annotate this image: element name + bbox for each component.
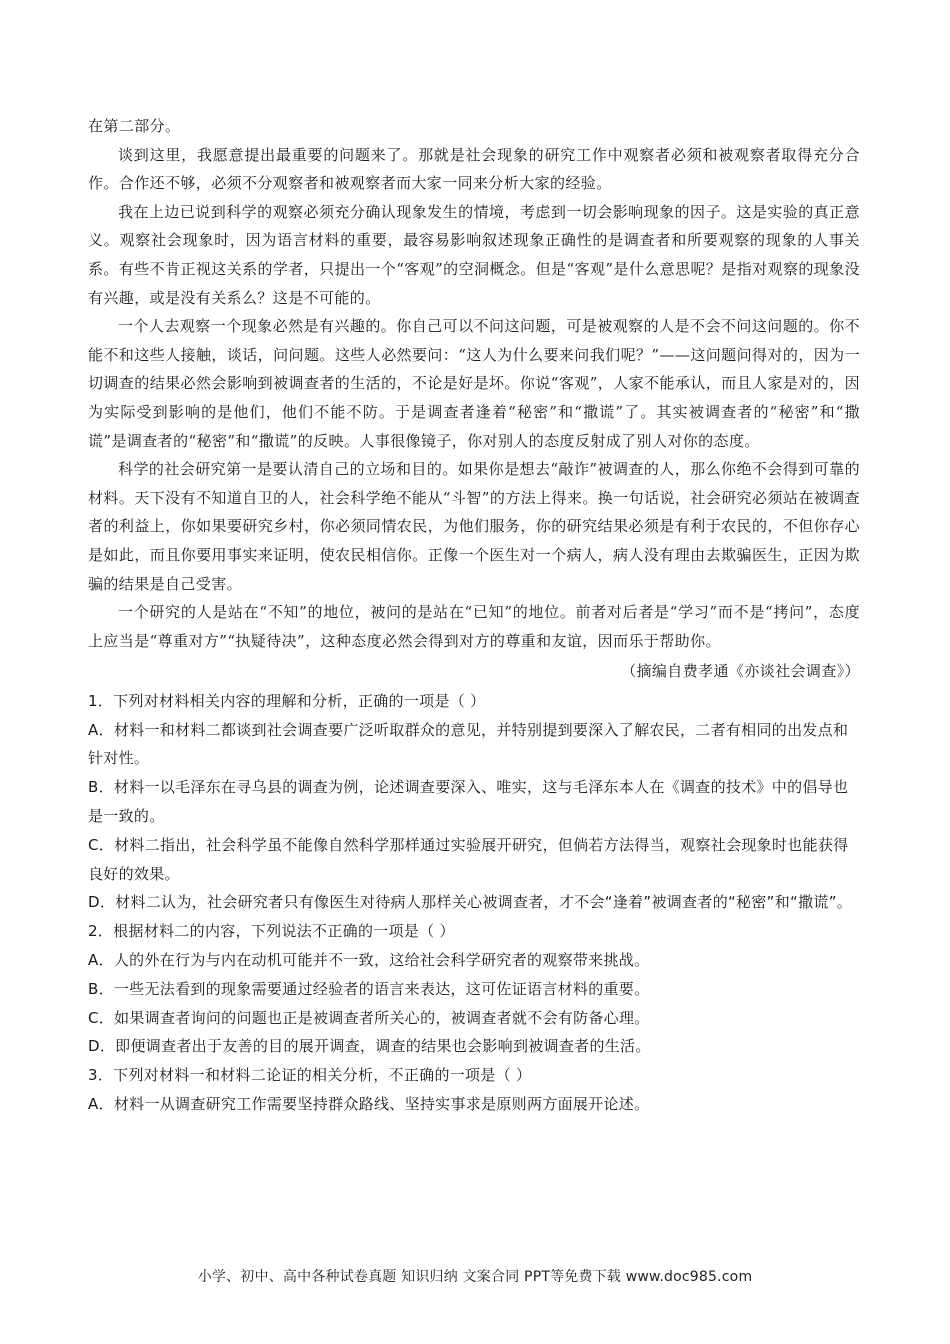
document-page [88, 112, 860, 1119]
question-option: A．人的外在行为与内在动机可能并不一致，这给社会科学研究者的观察带来挑战。 [88, 951, 650, 970]
passage-paragraph: 在第二部分。 [88, 117, 181, 135]
question-option: B．一些无法看到的现象需要通过经验者的语言来表达，这可佐证语言材料的重要。 [88, 979, 650, 998]
question-option: B．材料一以毛泽东在寻乌县的调查为例，论述调查要深入、唯实，这与毛泽东本人在《调查的技术》中的倡导也是一致的。 [88, 778, 849, 826]
question-option: D．材料二认为，社会研究者只有像医生对待病人那样关心被调查者，才不会“逢着”被调查者的“秘密”和“撒谎”。 [88, 893, 853, 912]
page-footer: 小学、初中、高中各种试卷真题 知识归纳 文案合同 PPT等免费下载 www.doc985.com [197, 1269, 753, 1285]
question-block [88, 687, 860, 917]
question-list [88, 687, 860, 1119]
question-stem: 1．下列对材料相关内容的理解和分析，正确的一项是（ ） [88, 691, 486, 710]
passage-paragraph: 一个人去观察一个现象必然是有兴趣的。你自己可以不问这问题，可是被观察的人是不会不问这问题的。你不能不和这些人接触，谈话，问问题。这些人必然要问：“这人为什么要来问我们呢？”——这问题问得对的，因为一切调查的结果必然会影响到被调查者的生活的，不论是好是坏。你说“客观”，人家不能承认，而且人家是对的，因为实际受到影响的是他们，他们不能不防。于是调查者逢着“秘密”和“撒谎”了。其实被调查者的“秘密”和“撒谎”是调查者的“秘密”和“撒谎”的反映。人事很像镜子，你对别人的态度反射成了别人对你的态度。 [88, 317, 860, 450]
passage-paragraph: 谈到这里，我愿意提出最重要的问题来了。那就是社会现象的研究工作中观察者必须和被观察者取得充分合作。合作还不够，必须不分观察者和被观察者而大家一同来分析大家的经验。 [88, 145, 860, 193]
question-block [88, 1061, 860, 1119]
passage-paragraph: 一个研究的人是站在“不知”的地位，被问的是站在“已知”的地位。前者对后者是“学习”而不是“拷问”，态度上应当是“尊重对方”“执疑待决”，这种态度必然会得到对方的尊重和友谊，因而乐于帮助你。 [88, 603, 860, 650]
question-block [88, 917, 860, 1061]
question-option: D．即便调查者出于友善的目的展开调查，调查的结果也会影响到被调查者的生活。 [88, 1037, 651, 1056]
question-stem: 3．下列对材料一和材料二论证的相关分析，不正确的一项是（ ） [88, 1066, 532, 1085]
question-stem: 2．根据材料二的内容，下列说法不正确的一项是（ ） [88, 922, 455, 941]
passage-paragraph: 我在上边已说到科学的观察必须充分确认现象发生的情境，考虑到一切会影响现象的因子。这是实验的真正意义。观察社会现象时，因为语言材料的重要，最容易影响叙述现象正确性的是调查者和所要观察的现象的人事关系。有些不肯正视这关系的学者，只提出一个“客观”的空洞概念。但是“客观”是什么意思呢？是指对观察的现象没有兴趣，或是没有关系么？这是不可能的。 [88, 202, 860, 307]
passage-paragraph: 科学的社会研究第一是要认清自己的立场和目的。如果你是想去“敲诈”被调查的人，那么你绝不会得到可靠的材料。天下没有不知道自卫的人，社会科学绝不能从“斗智”的方法上得来。换一句话说，社会研究必须站在被调查者的利益上，你如果要研究乡村，你必须同情农民，为他们服务，你的研究结果必须是有利于农民的，不但你存心是如此，而且你要用事实来证明，使农民相信你。正像一个医生对一个病人，病人没有理由去欺骗医生，正因为欺骗的结果是自己受害。 [88, 460, 860, 593]
reading-passage [88, 112, 860, 655]
question-option: C．如果调查者询问的问题也正是被调查者所关心的，被调查者就不会有防备心理。 [88, 1008, 650, 1027]
passage-source: （摘编自费孝通《亦谈社会调查》） [621, 662, 860, 681]
question-option: A．材料一和材料二都谈到社会调查要广泛听取群众的意见，并特别提到要深入了解农民，二者有相同的出发点和针对性。 [88, 720, 849, 768]
question-option: C．材料二指出，社会科学虽不能像自然科学那样通过实验展开研究，但倘若方法得当，观察社会现象时也能获得良好的效果。 [88, 835, 849, 883]
question-option: A．材料一从调查研究工作需要坚持群众路线、坚持实事求是原则两方面展开论述。 [88, 1095, 650, 1114]
